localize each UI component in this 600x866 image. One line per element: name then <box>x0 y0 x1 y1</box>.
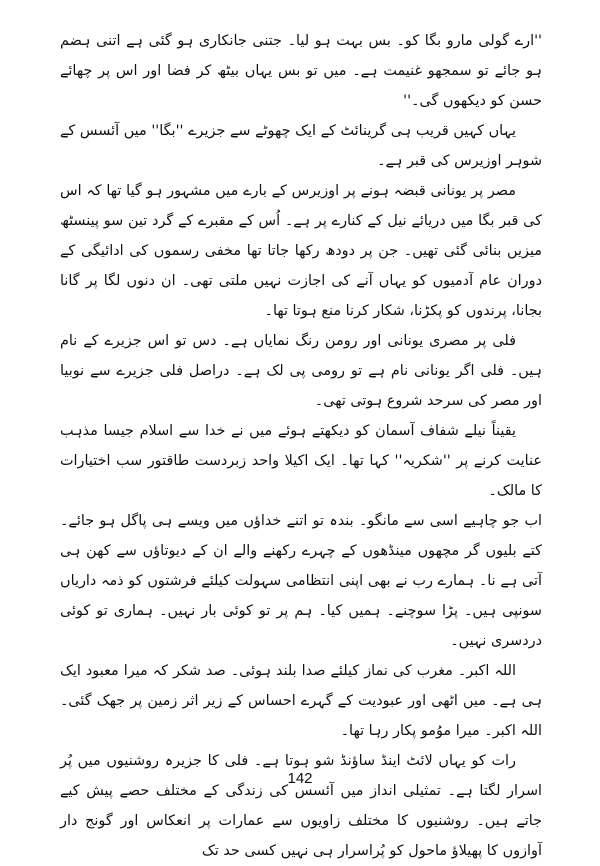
urdu-body-text <box>60 26 542 866</box>
paragraph-4: فلی پر مصری یونانی اور رومن رنگ نمایاں ہے۔ دس تو اس جزیرے کے نام ہیں۔ فلی اگر یونانی نام ہے تو رومی پی لک ہے۔ دراصل فلی جزیرے سے نوبیا اور مصر کی سرحد شروع ہوتی تھی۔ <box>60 333 542 409</box>
page-number: 142 <box>287 770 313 787</box>
paragraph-1: ''ارے گولی مارو بگا کو۔ بس بہت ہو لیا۔ جتنی جانکاری ہو گئی ہے اتنی ہضم ہو جائے تو سمجھو غنیمت ہے۔ میں تو بس یہاں بیٹھ کر فضا اور اس پر چھائے حسن کو دیکھوں گی۔'' <box>60 33 542 109</box>
paragraph-8: رات کو یہاں لائٹ اینڈ ساؤنڈ شو ہوتا ہے۔ فلی کا جزیرہ روشنیوں میں پُر اسرار لگتا ہے۔ تمثیلی انداز میں آئسس کی زندگی کے مختلف حصے پیش کیے جاتے ہیں۔ روشنیوں کا مختلف زاویوں سے عمارات پر انعکاس اور گونج دار آوازوں کا پھیلاؤ ماحول کو پُراسرار ہی نہیں کسی حد تک <box>60 753 542 859</box>
paragraph-5: یقیناً نیلے شفاف آسمان کو دیکھتے ہوئے میں نے خدا سے اسلام جیسا مذہب عنایت کرنے پر ''شکریہ'' کہا تھا۔ ایک اکیلا واحد زبردست طاقتور سب اختیارات کا مالک۔ <box>60 423 542 499</box>
paragraph-3: مصر پر یونانی قبضہ ہونے پر اوزیرس کے بارے میں مشہور ہو گیا تھا کہ اس کی قبر بگا میں دریائے نیل کے کنارے پر ہے۔ اُس کے مقبرے کے گرد تین سو پینسٹھ میزیں بنائی گئی تھیں۔ جن پر دودھ رکھا جاتا تھا مخفی رسموں کی ادائیگی کے دوران عام آدمیوں کو یہاں آنے کی اجازت نہیں ملتی تھی۔ ان دنوں لگا پر گانا بجانا، پرندوں کو پکڑنا، شکار کرنا منع ہوتا تھا۔ <box>60 183 542 319</box>
paragraph-7: اللہ اکبر۔ مغرب کی نماز کیلئے صدا بلند ہوئی۔ صد شکر کہ میرا معبود ایک ہی ہے۔ میں اٹھی اور عبودیت کے گہرے احساس کے زیر اثر زمین پر جھک گئی۔ اللہ اکبر۔ میرا موُمو پکار رہا تھا۔ <box>60 663 542 739</box>
paragraph-2: یہاں کہیں قریب ہی گرینائٹ کے ایک چھوٹے سے جزیرے ''بگا'' میں آئسس کے شوہر اوزیرس کی قبر ہے۔ <box>60 123 542 169</box>
paragraph-6: اب جو چاہیے اسی سے مانگو۔ بندہ تو اتنے خداؤں میں ویسے ہی پاگل ہو جائے۔ کتے بلیوں گر مچھوں مینڈھوں کے چہرے رکھنے والے ان کے دیوتاؤں سے کھن ہی آتی ہے نا۔ ہمارے رب نے بھی اپنی انتظامی سہولت کیلئے فرشتوں کو ذمہ داریاں سونپی ہیں۔ پڑا سوچنے۔ ہمیں کیا۔ ہم پر تو کوئی بار نہیں۔ ہماری تو کوئی دردسری نہیں۔ <box>60 513 542 649</box>
